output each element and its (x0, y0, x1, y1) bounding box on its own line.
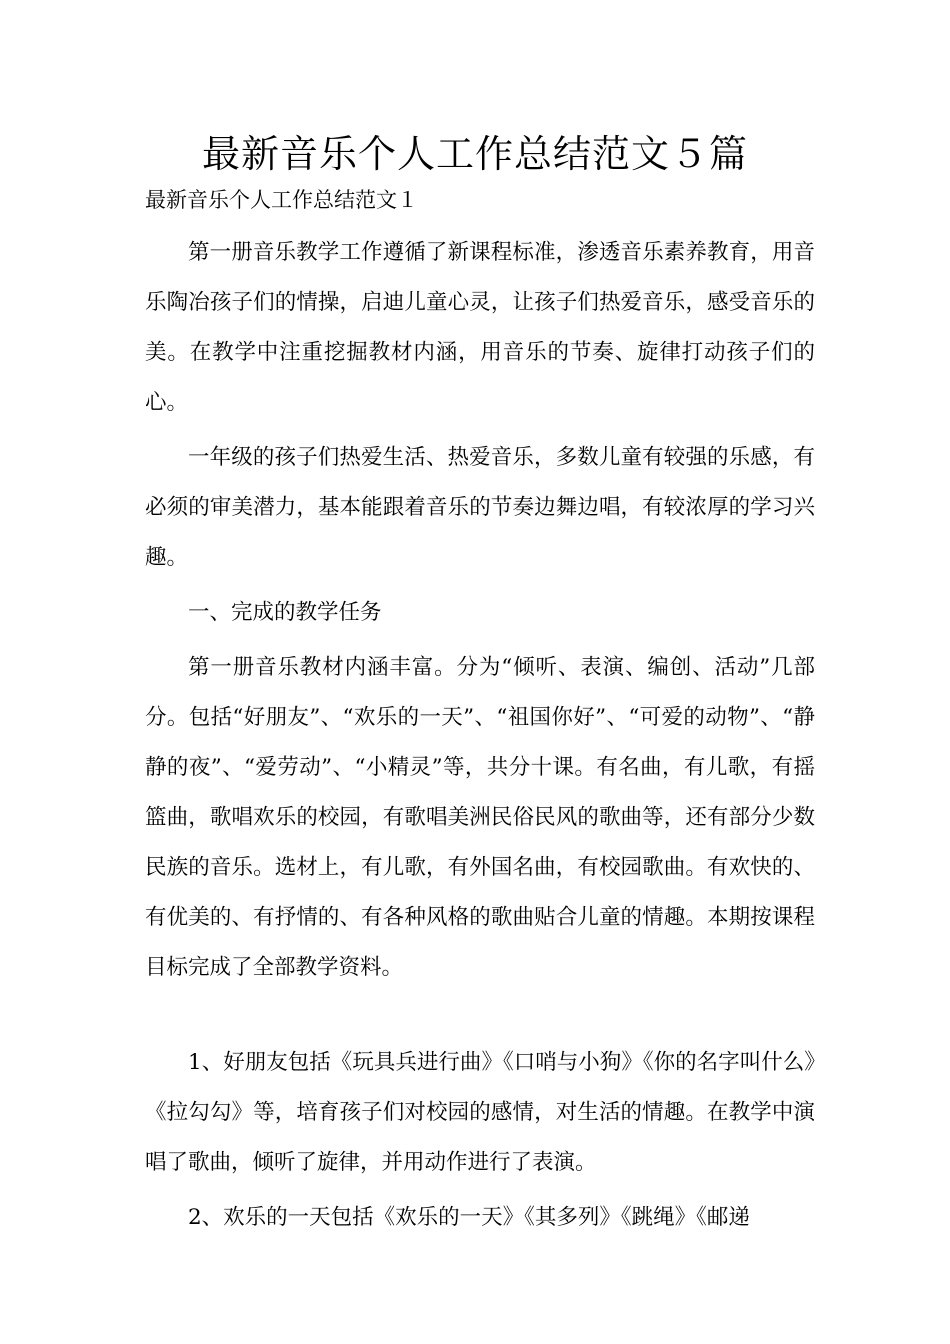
paragraph: 2、欢乐的一天包括《欢乐的一天》《其多列》《跳绳》《邮递 (188, 1205, 750, 1230)
paragraph: 一年级的孩子们热爱生活、热爱音乐，多数儿童有较强的乐感，有必须的审美潜力，基本能跟着音乐的节奏边舞边唱，有较浓厚的学习兴趣。 (145, 445, 815, 570)
document-subtitle: 最新音乐个人工作总结范文１ (145, 188, 418, 212)
paragraph: 第一册音乐教材内涵丰富。分为“倾听、表演、编创、活动”几部分。包括“好朋友”、“欢乐的一天”、“祖国你好”、“可爱的动物”、“静静的夜”、“爱劳动”、“小精灵”等，共分十课。有名曲，有儿歌，有摇篮曲，歌唱欢乐的校园，有歌唱美洲民俗民风的歌曲等，还有部分少数民族的音乐。选材上，有儿歌，有外国名曲，有校园歌曲。有欢快的、有优美的、有抒情的、有各种风格的歌曲贴合儿童的情趣。本期按课程目标完成了全部教学资料。 (145, 655, 815, 980)
document-title: 最新音乐个人工作总结范文５篇 (201, 132, 748, 176)
document-body (145, 228, 815, 1248)
paragraph: 1、好朋友包括《玩具兵进行曲》《口哨与小狗》《你的名字叫什么》《拉勾勾》等，培育孩子们对校园的感情，对生活的情趣。在教学中演唱了歌曲，倾听了旋律，并用动作进行了表演。 (145, 1050, 815, 1175)
paragraph: 第一册音乐教学工作遵循了新课程标准，渗透音乐素养教育，用音乐陶冶孩子们的情操，启迪儿童心灵，让孩子们热爱音乐，感受音乐的美。在教学中注重挖掘教材内涵，用音乐的节奏、旋律打动孩子们的心。 (145, 240, 815, 415)
section-heading: 一、完成的教学任务 (188, 600, 382, 625)
